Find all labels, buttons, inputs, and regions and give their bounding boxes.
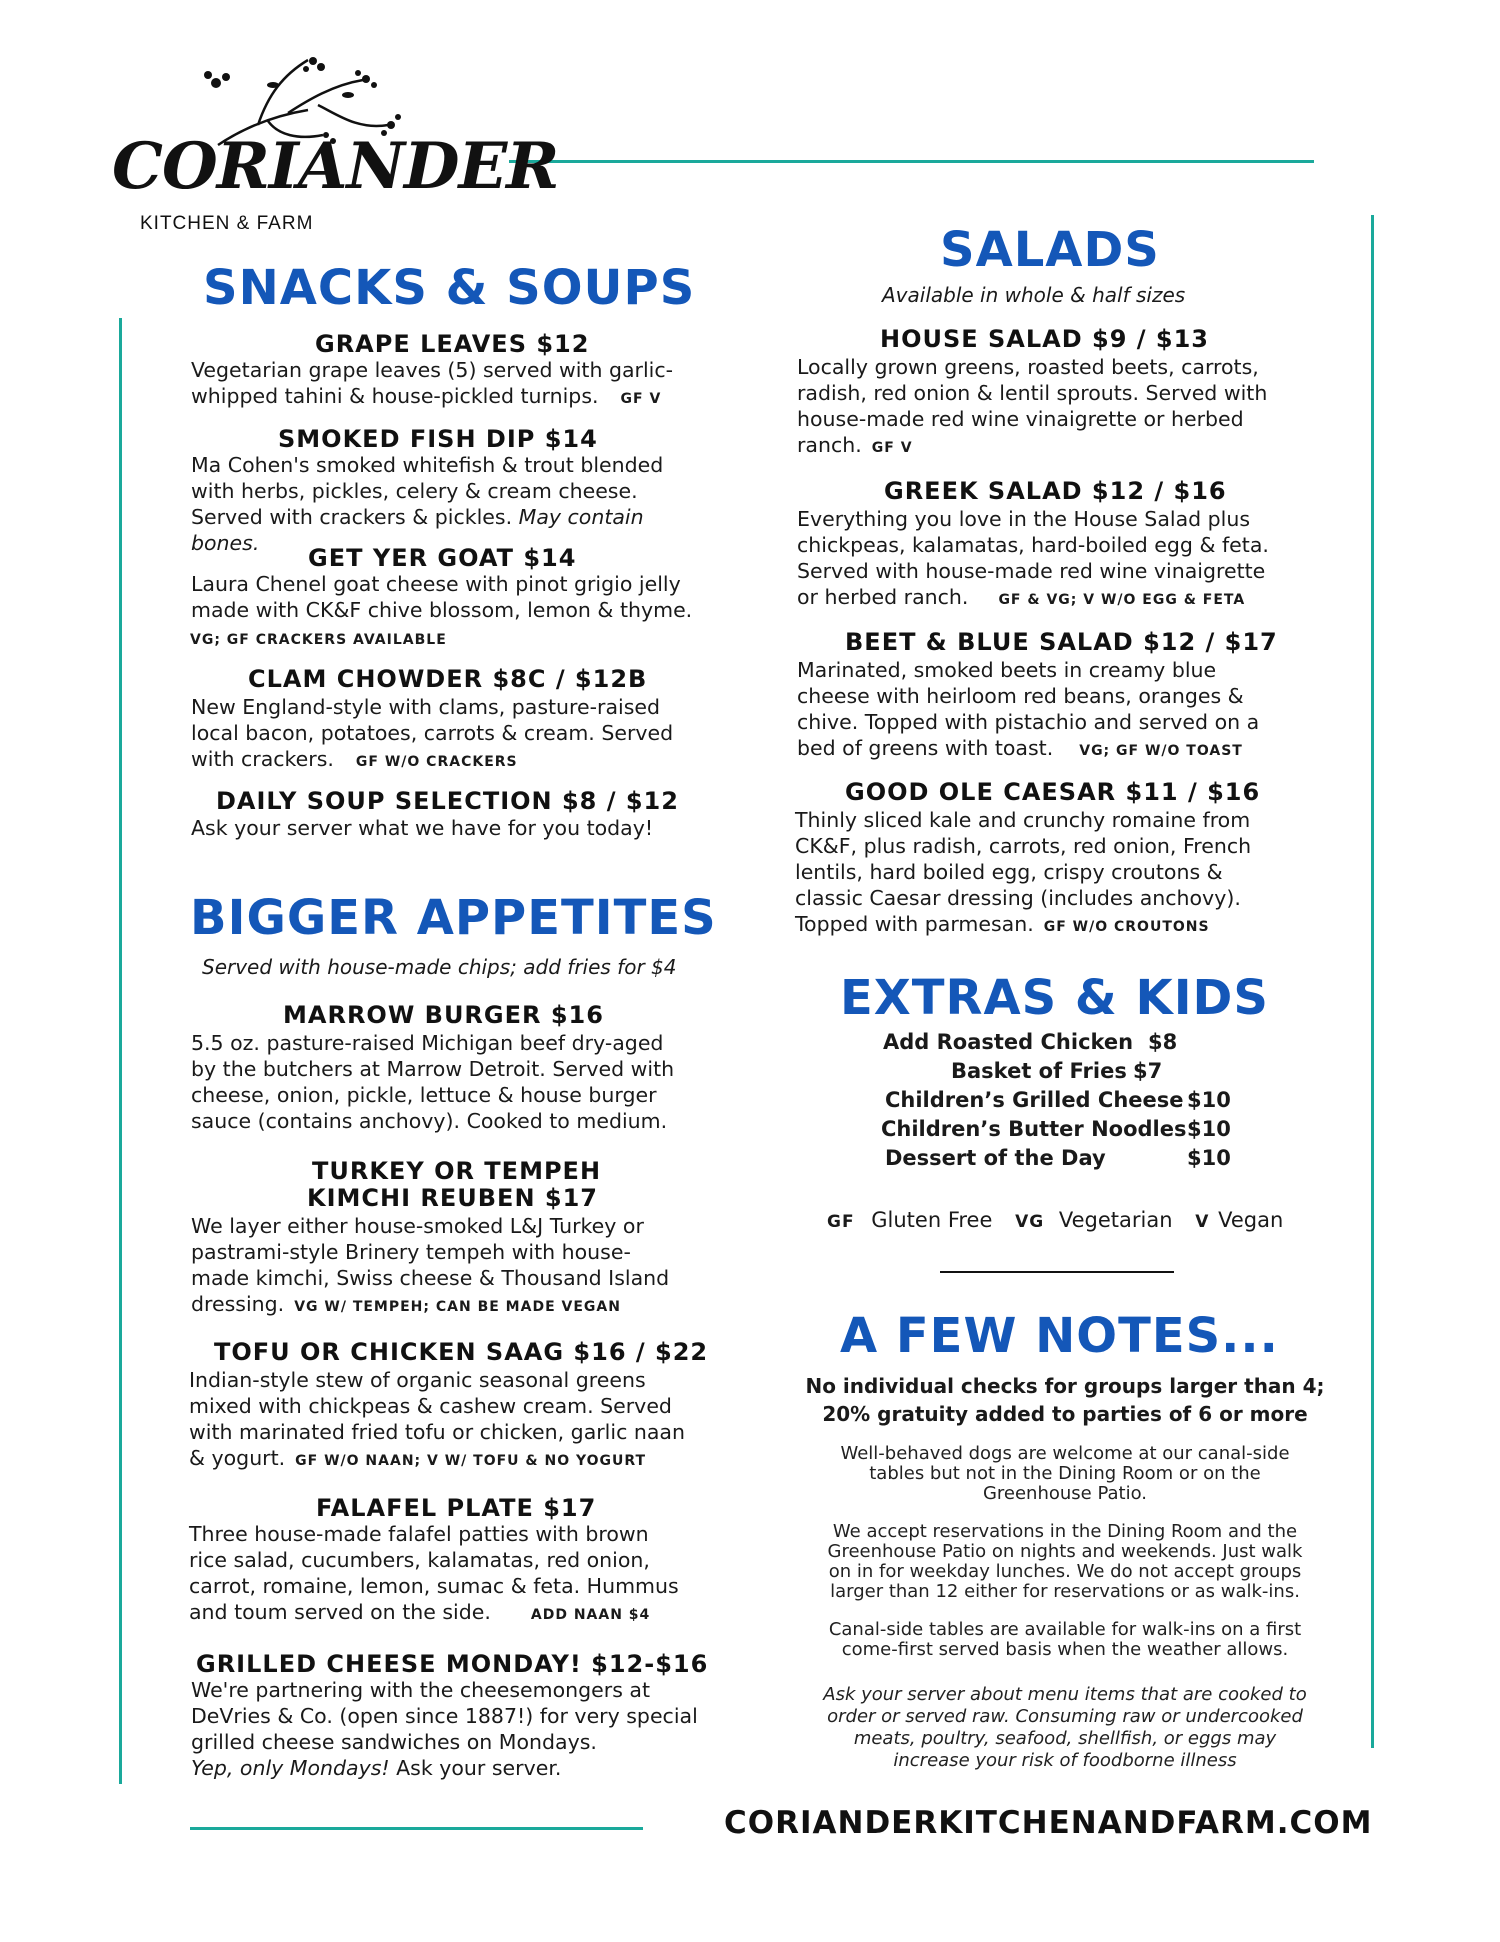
- extras-item-name: Basket of Fries: [951, 1059, 1127, 1083]
- grape-leaves-desc: Vegetarian grape leaves (5) served with garlic- whipped tahini & house-pickled turnips. GF V: [191, 358, 674, 408]
- legend-code: V: [1195, 1212, 1210, 1232]
- bigger-appetites-subtitle: Served with house-made chips; add fries for $4: [202, 955, 677, 979]
- saag-title: TOFU OR CHICKEN SAAG $16 / $22: [214, 1338, 709, 1366]
- diet-tag: GF V: [620, 391, 662, 407]
- salads-heading: SALADS: [940, 222, 1160, 278]
- legend-label: Vegetarian: [1058, 1208, 1173, 1232]
- snacks-heading: SNACKS & SOUPS: [203, 260, 696, 316]
- notes-heading: A FEW NOTES...: [840, 1308, 1279, 1364]
- house-salad-desc: Locally grown greens, roasted beets, carrots, radish, red onion & lentil sprouts. Served with house-made red wine vinaigrette or herbed ranch. GF V: [797, 355, 1268, 457]
- beet-blue-title: BEET & BLUE SALAD $12 / $17: [845, 628, 1278, 656]
- marrow-burger-desc: 5.5 oz. pasture-raised Michigan beef dry-aged by the butchers at Marrow Detroit. Served with cheese, onion, pickle, lettuce & house burger sauce (contains anchovy). Cooked to medium.: [191, 1031, 675, 1133]
- legend-divider: [940, 1271, 1174, 1273]
- diet-tag: VG; GF CRACKERS AVAILABLE: [190, 632, 447, 648]
- grilled-cheese-title: GRILLED CHEESE MONDAY! $12-$16: [196, 1650, 709, 1678]
- extras-item-price: $7: [1133, 1059, 1163, 1083]
- grilled-cheese-desc: We're partnering with the cheesemongers at DeVries & Co. (open since 1887!) for very special grilled cheese sandwiches on Mondays. Yep, only Mondays! Ask your server.: [191, 1678, 698, 1780]
- grape-leaves-title: GRAPE LEAVES $12: [315, 330, 590, 358]
- legend-label: Gluten Free: [871, 1208, 993, 1232]
- brand-name: CORIANDER: [112, 129, 559, 204]
- greek-salad-desc: Everything you love in the House Salad plus chickpeas, kalamatas, hard-boiled egg & feta. Served with house-made red wine vinaigrette or herbed ranch. GF & VG; V W/O EGG & FETA: [797, 507, 1269, 609]
- marrow-burger-title: MARROW BURGER $16: [283, 1001, 604, 1029]
- greek-salad-title: GREEK SALAD $12 / $16: [884, 477, 1227, 505]
- notes-reservations: We accept reservations in the Dining Room and the Greenhouse Patio on nights and weekends. Just walk on in for weekday lunches. We do not accept groups larger than 12 either for reservations or as walk-ins.: [827, 1521, 1303, 1602]
- extras-item-price: $10: [1187, 1146, 1231, 1170]
- caesar-title: GOOD OLE CAESAR $11 / $16: [845, 778, 1261, 806]
- house-salad-title: HOUSE SALAD $9 / $13: [880, 325, 1209, 353]
- diet-tag: GF W/O CROUTONS: [1043, 919, 1210, 935]
- diet-tag: ADD NAAN $4: [530, 1607, 651, 1623]
- extras-item-price: $10: [1187, 1088, 1231, 1112]
- extras-item-name: Dessert of the Day: [885, 1146, 1106, 1170]
- extras-heading: EXTRAS & KIDS: [840, 970, 1269, 1026]
- diet-tag: VG W/ TEMPEH; CAN BE MADE VEGAN: [294, 1299, 621, 1315]
- beet-blue-desc: Marinated, smoked beets in creamy blue cheese with heirloom red beans, oranges & chive. Topped with pistachio and served on a bed of greens with toast. VG; GF W/O TOAST: [797, 658, 1260, 760]
- salads-subtitle: Available in whole & half sizes: [882, 283, 1186, 307]
- extras-item-price: $10: [1187, 1117, 1231, 1141]
- diet-tag: GF W/O CRACKERS: [355, 754, 518, 770]
- notes-dogs: Well-behaved dogs are welcome at our canal-side tables but not in the Dining Room or on the Greenhouse Patio.: [840, 1443, 1290, 1504]
- extras-item-name: Add Roasted Chicken: [883, 1030, 1134, 1054]
- diet-tag: VG; GF W/O TOAST: [1079, 743, 1243, 759]
- extras-item-name: Children’s Grilled Cheese: [885, 1088, 1184, 1112]
- legend-code: GF: [827, 1212, 855, 1232]
- caesar-desc: Thinly sliced kale and crunchy romaine from CK&F, plus radish, carrots, red onion, French lentils, hard boiled egg, crispy croutons & classic Caesar dressing (includes anchovy). Topped with parmesan. GF W/O CROUTONS: [795, 808, 1252, 936]
- saag-desc: Indian-style stew of organic seasonal greens mixed with chickpeas & cashew cream. Served with marinated fried tofu or chicken, garlic naan & yogurt. GF W/O NAAN; V W/ TOFU & NO YOGURT: [189, 1368, 685, 1470]
- daily-soup-desc: Ask your server what we have for you today!: [191, 816, 654, 840]
- falafel-title: FALAFEL PLATE $17: [316, 1494, 597, 1522]
- diet-tag: GF & VG; V W/O EGG & FETA: [998, 592, 1246, 608]
- notes-raw-warning: Ask your server about menu items that are cooked to order or served raw. Consuming raw or undercooked meats, poultry, seafood, shellfish, or eggs may increase your risk of foodborne illness: [823, 1684, 1307, 1771]
- bigger-appetites-heading: BIGGER APPETITES: [190, 890, 717, 946]
- legend-code: VG: [1015, 1212, 1045, 1232]
- reuben-title-line2: KIMCHI REUBEN $17: [307, 1184, 598, 1212]
- extras-item-price: $8: [1148, 1030, 1178, 1054]
- reuben-desc: We layer either house-smoked L&J Turkey or pastrami-style Brinery tempeh with house- made kimchi, Swiss cheese & Thousand Island dressing. VG W/ TEMPEH; CAN BE MADE VEGAN: [191, 1214, 670, 1316]
- smoked-fish-dip-title: SMOKED FISH DIP $14: [278, 425, 598, 453]
- reuben-title-line1: TURKEY OR TEMPEH: [312, 1157, 602, 1185]
- website-link[interactable]: CORIANDERKITCHENANDFARM.COM: [724, 1805, 1373, 1841]
- clam-chowder-desc: New England-style with clams, pasture-raised local bacon, potatoes, carrots & cream. Served with crackers. GF W/O CRACKERS: [191, 695, 674, 771]
- notes-bold: No individual checks for groups larger than 4; 20% gratuity added to parties of 6 or more: [805, 1374, 1325, 1426]
- top-rule: [509, 160, 1314, 163]
- diet-legend: [827, 1208, 1283, 1232]
- diet-tag: GF V: [871, 440, 913, 456]
- right-vertical-rule: [1371, 215, 1374, 1748]
- left-vertical-rule: [119, 318, 122, 1784]
- get-yer-goat-desc: Laura Chenel goat cheese with pinot grigio jelly made with CK&F chive blossom, lemon & thyme.: [191, 572, 693, 622]
- bottom-rule: [190, 1827, 643, 1830]
- brand-subtitle: KITCHEN & FARM: [140, 213, 314, 234]
- daily-soup-title: DAILY SOUP SELECTION $8 / $12: [216, 787, 679, 815]
- clam-chowder-title: CLAM CHOWDER $8C / $12B: [248, 665, 648, 693]
- smoked-fish-dip-desc: Ma Cohen's smoked whitefish & trout blended with herbs, pickles, celery & cream cheese. Served with crackers & pickles. May contain bones.: [191, 453, 664, 555]
- get-yer-goat-title: GET YER GOAT $14: [308, 544, 577, 572]
- diet-tag: GF W/O NAAN; V W/ TOFU & NO YOGURT: [295, 1453, 647, 1469]
- extras-item-name: Children’s Butter Noodles: [881, 1117, 1187, 1141]
- notes-canal-side: Canal-side tables are available for walk-ins on a first come-first served basis when the weather allows.: [828, 1619, 1302, 1660]
- logo: [108, 55, 559, 235]
- legend-label: Vegan: [1218, 1208, 1284, 1232]
- falafel-desc: Three house-made falafel patties with brown rice salad, cucumbers, kalamatas, red onion, carrot, romaine, lemon, sumac & feta. Hummus and toum served on the side. ADD NAAN $4: [189, 1522, 679, 1624]
